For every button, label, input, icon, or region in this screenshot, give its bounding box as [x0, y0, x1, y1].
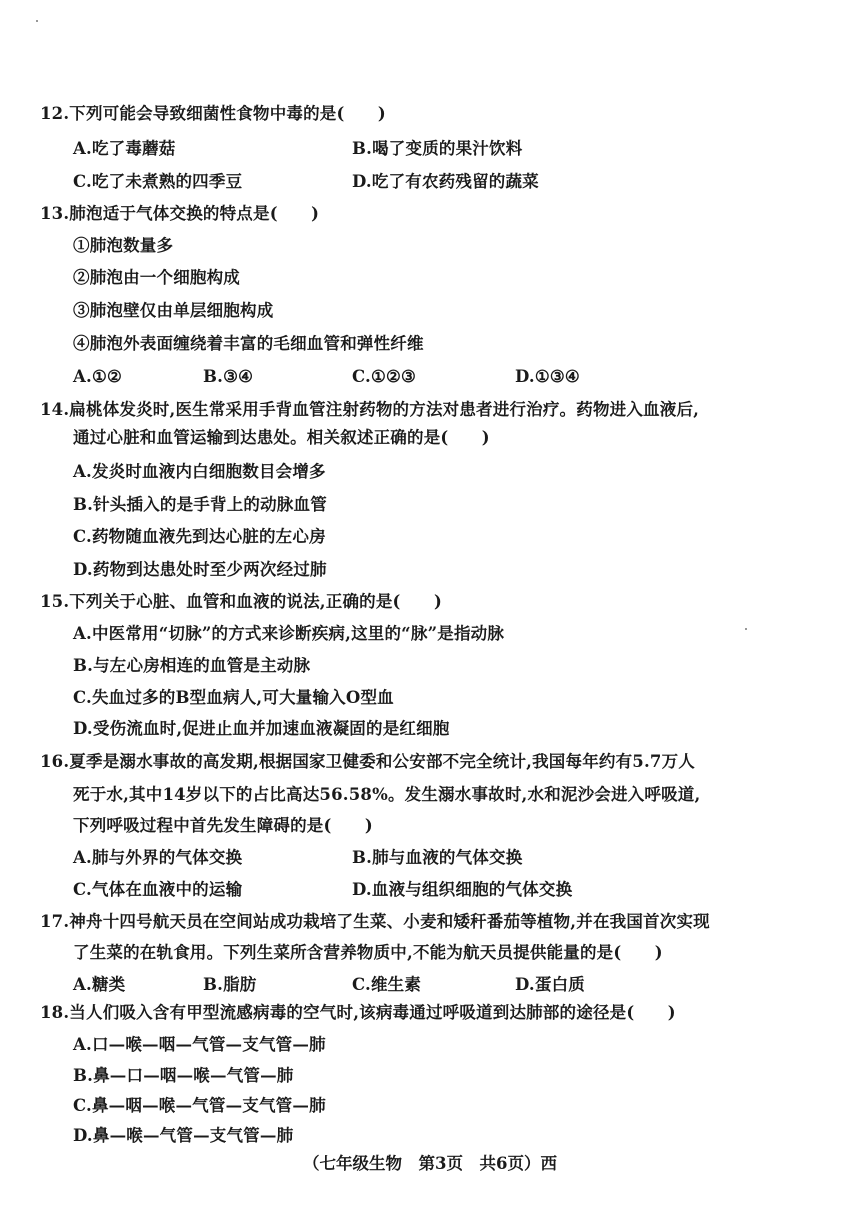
question-stem: 12.下列可能会导致细菌性食物中毒的是( ) — [40, 104, 386, 123]
option-d: D.①③④ — [515, 367, 580, 386]
question-stem: 15.下列关于心脏、血管和血液的说法,正确的是( ) — [40, 592, 442, 611]
statement-item: ①肺泡数量多 — [73, 236, 174, 255]
option-d: D.受伤流血时,促进止血并加速血液凝固的是红细胞 — [73, 719, 450, 738]
option-c: C.①②③ — [352, 367, 416, 386]
statement-item: ②肺泡由一个细胞构成 — [73, 268, 240, 287]
option-a: A.发炎时血液内白细胞数目会增多 — [73, 462, 326, 481]
question-stem-cont: 了生菜的在轨食用。下列生菜所含营养物质中,不能为航天员提供能量的是( ) — [73, 943, 663, 962]
option-c: C.维生素 — [352, 975, 422, 994]
question-stem-cont: 死于水,其中14岁以下的占比高达56.58%。发生溺水事故时,水和泥沙会进入呼吸道, — [73, 785, 701, 804]
question-stem: 13.肺泡适于气体交换的特点是( ) — [40, 204, 320, 223]
option-b: B.③④ — [203, 367, 254, 386]
option-a: A.口—喉—咽—气管—支气管—肺 — [73, 1035, 326, 1054]
option-a: A.吃了毒蘑菇 — [73, 139, 176, 158]
option-c: C.药物随血液先到达心脏的左心房 — [73, 527, 326, 546]
option-b: B.脂肪 — [203, 975, 257, 994]
option-a: A.①② — [73, 367, 122, 386]
question-stem-cont: 下列呼吸过程中首先发生障碍的是( ) — [73, 816, 373, 835]
scan-speck — [745, 628, 747, 630]
option-c: C.鼻—咽—喉—气管—支气管—肺 — [73, 1096, 326, 1115]
scan-speck — [36, 20, 38, 22]
option-d: D.血液与组织细胞的气体交换 — [352, 880, 573, 899]
option-b: B.与左心房相连的血管是主动脉 — [73, 656, 311, 675]
option-a: A.肺与外界的气体交换 — [73, 848, 243, 867]
option-b: B.鼻—口—咽—喉—气管—肺 — [73, 1066, 294, 1085]
option-c: C.吃了未煮熟的四季豆 — [73, 172, 243, 191]
question-stem: 18.当人们吸入含有甲型流感病毒的空气时,该病毒通过呼吸道到达肺部的途径是( ) — [40, 1003, 676, 1022]
option-b: B.针头插入的是手背上的动脉血管 — [73, 495, 327, 514]
option-c: C.失血过多的B型血病人,可大量输入O型血 — [73, 688, 394, 707]
option-d: D.蛋白质 — [515, 975, 585, 994]
statement-item: ④肺泡外表面缠绕着丰富的毛细血管和弹性纤维 — [73, 334, 424, 353]
question-stem-cont: 通过心脏和血管运输到达患处。相关叙述正确的是( ) — [73, 428, 490, 447]
question-stem: 14.扁桃体发炎时,医生常采用手背血管注射药物的方法对患者进行治疗。药物进入血液后, — [40, 400, 700, 419]
option-c: C.气体在血液中的运输 — [73, 880, 243, 899]
option-a: A.糖类 — [73, 975, 126, 994]
page-footer: （七年级生物 第3页 共6页）西 — [303, 1154, 557, 1173]
option-b: B.喝了变质的果汁饮料 — [352, 139, 523, 158]
option-d: D.吃了有农药残留的蔬菜 — [352, 172, 539, 191]
question-stem: 16.夏季是溺水事故的高发期,根据国家卫健委和公安部不完全统计,我国每年约有5.7万人 — [40, 752, 696, 771]
question-stem: 17.神舟十四号航天员在空间站成功栽培了生菜、小麦和矮秆番茄等植物,并在我国首次实现 — [40, 912, 710, 931]
option-d: D.鼻—喉—气管—支气管—肺 — [73, 1126, 294, 1145]
option-a: A.中医常用“切脉”的方式来诊断疾病,这里的“脉”是指动脉 — [73, 624, 505, 643]
option-d: D.药物到达患处时至少两次经过肺 — [73, 560, 327, 579]
statement-item: ③肺泡壁仅由单层细胞构成 — [73, 301, 274, 320]
option-b: B.肺与血液的气体交换 — [352, 848, 523, 867]
